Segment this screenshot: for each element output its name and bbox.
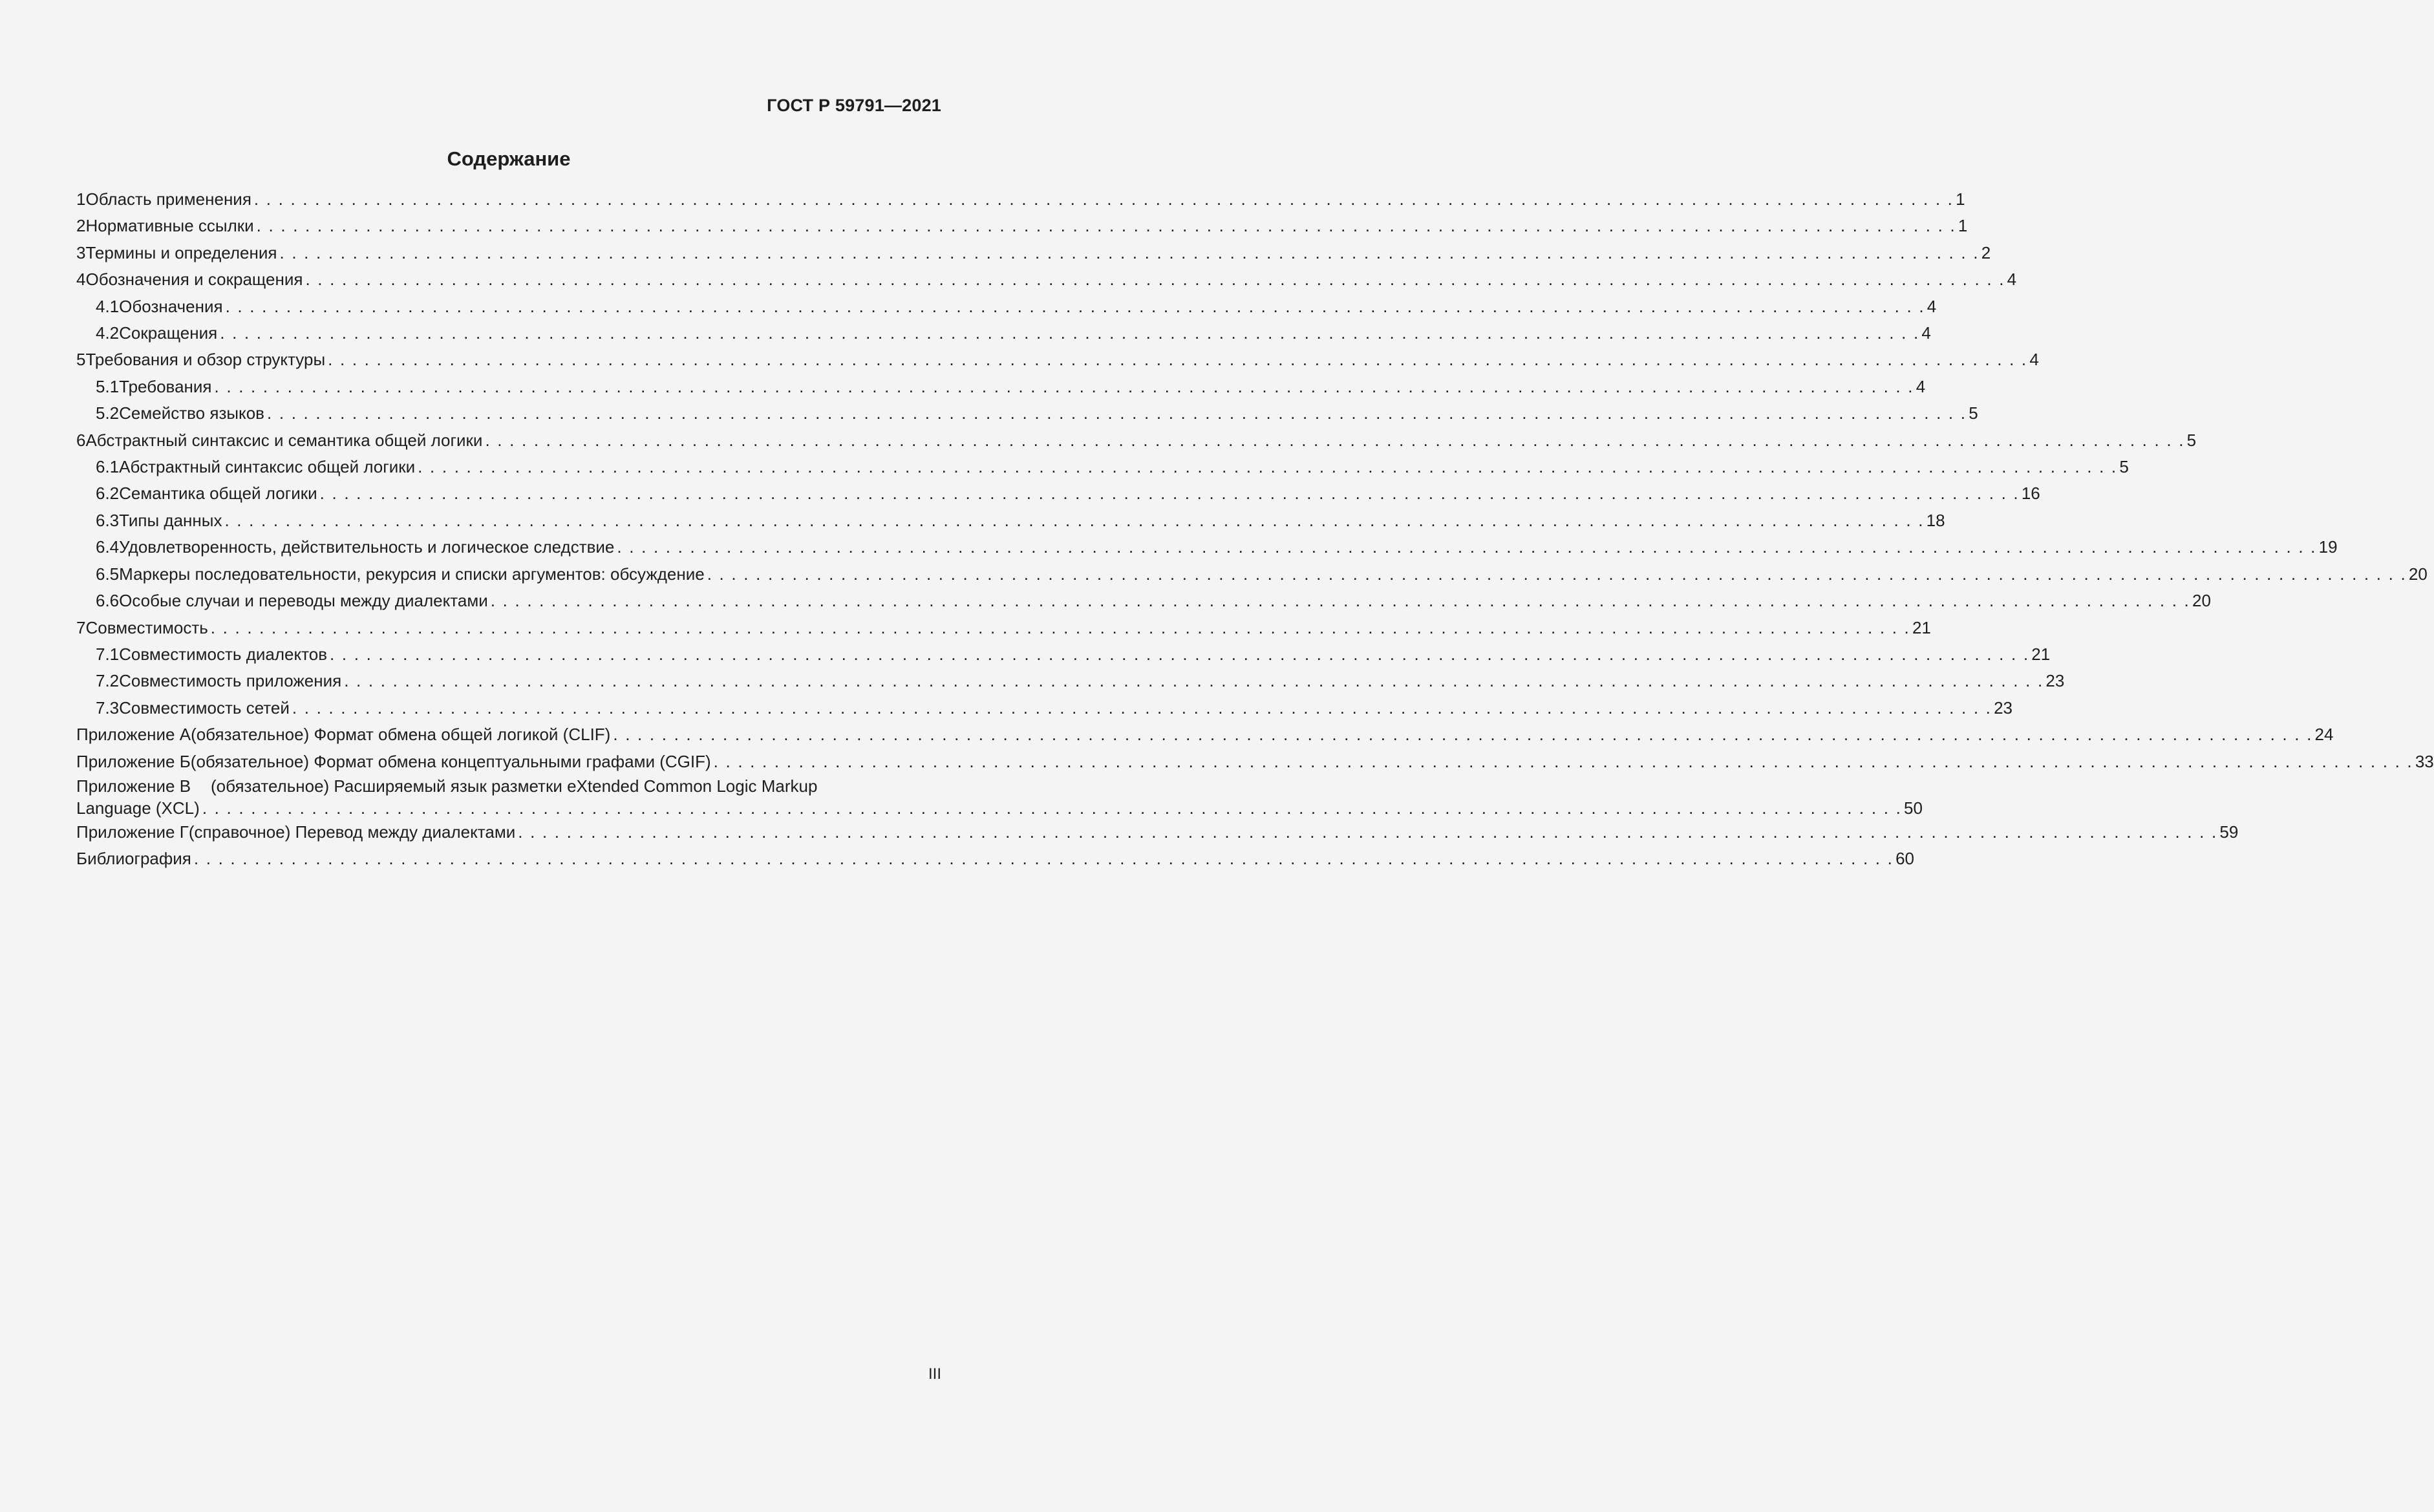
bibliography-title: Библиография [76,849,191,869]
page-number: III [928,1365,941,1383]
toc-entry-title: Семантика общей логики [119,484,317,504]
toc-entry-number: 6.3 [96,510,120,530]
toc-entry-page: 24 [2314,725,2334,745]
toc-entry-page: 4 [2007,270,2017,290]
dot-leader: . . . . . . . . . . . . . . . . . . . . . . . . . . . . . . . . . . . . . . . . . . . . . . . . . . . . . . . . . . . . . . . . . . . . . . . . . . . . . . . . . . . . . . . . . . . . . . . . . . . . . . . . . . . . . . . . . . . . . . . . . . . . . . . . . . . . . . . . . . . . [253,189,1954,209]
dot-leader: . . . . . . . . . . . . . . . . . . . . . . . . . . . . . . . . . . . . . . . . . . . . . . . . . . . . . . . . . . . . . . . . . . . . . . . . . . . . . . . . . . . . . . . . . . . . . . . . . . . . . . . . . . . . . . . . . . . . . . . . . . . . . . . . . . . . . . . . . . . . [193,849,1894,869]
toc-entry[interactable] [76,266,2017,293]
toc-entry-page: 4 [1927,296,1937,316]
toc-appendix-g[interactable] [76,819,2239,846]
appendix-label: Приложение Г [76,822,189,842]
toc-entry-number: 7.1 [96,644,120,664]
dot-leader: . . . . . . . . . . . . . . . . . . . . . . . . . . . . . . . . . . . . . . . . . . . . . . . . . . . . . . . . . . . . . . . . . . . . . . . . . . . . . . . . . . . . . . . . . . . . . . . . . . . . . . . . . . . . . . . . . . . . . . . . . . . . . . . . . . . . . . . . . . . . [224,510,1925,530]
toc-entry-page: 20 [2192,591,2211,611]
toc-entry-page: 21 [1912,617,1931,637]
dot-leader: . . . . . . . . . . . . . . . . . . . . . . . . . . . . . . . . . . . . . . . . . . . . . . . . . . . . . . . . . . . . . . . . . . . . . . . . . . . . . . . . . . . . . . . . . . . . . . . . . . . . . . . . . . . . . . . . . . . . . . . . . . . . . . . . . . . . . . . . . . . . [220,323,1920,343]
toc-entry-number: 7 [76,617,86,637]
toc-entry-title: Семейство языков [119,403,264,423]
toc-subentry[interactable] [76,641,2051,668]
dot-leader: . . . . . . . . . . . . . . . . . . . . . . . . . . . . . . . . . . . . . . . . . . . . . . . . . . . . . . . . . . . . . . . . . . . . . . . . . . . . . . . . . . . . . . . . . . . . . . . . . . . . . . . . . . . . . . . . . . . . . . . . . . . . . . . . . . . . . . . . . . . . [713,751,2413,771]
dot-leader: . . . . . . . . . . . . . . . . . . . . . . . . . . . . . . . . . . . . . . . . . . . . . . . . . . . . . . . . . . . . . . . . . . . . . . . . . . . . . . . . . . . . . . . . . . . . . . . . . . . . . . . . . . . . . . . . . . . . . . . . . . . . . . . . . . . . . . . . . . . . [214,376,1914,396]
toc-entry-title: Требования [119,376,212,396]
dot-leader: . . . . . . . . . . . . . . . . . . . . . . . . . . . . . . . . . . . . . . . . . . . . . . . . . . . . . . . . . . . . . . . . . . . . . . . . . . . . . . . . . . . . . . . . . . . . . . . . . . . . . . . . . . . . . . . . . . . . . . . . . . . . . . . . . . . . . . . . . . . . [210,617,1910,637]
toc-entry-page: 21 [2031,644,2051,664]
toc-entry-page: 1 [1956,189,1965,209]
appendix-title: (справочное) Перевод между диалектами [188,822,516,842]
toc-entry-page: 23 [2045,671,2065,691]
toc-entry-page: 5 [2186,430,2197,450]
toc-entry-title: Область применения [85,189,251,209]
toc-entry-number: 5 [76,350,86,370]
toc-entry-page: 60 [1895,849,1914,869]
dot-leader: . . . . . . . . . . . . . . . . . . . . . . . . . . . . . . . . . . . . . . . . . . . . . . . . . . . . . . . . . . . . . . . . . . . . . . . . . . . . . . . . . . . . . . . . . . . . . . . . . . . . . . . . . . . . . . . . . . . . . . . . . . . . . . . . . . . . . . . . . . . . [267,403,1967,423]
toc-entry-page: 33 [2415,751,2434,771]
toc-subentry[interactable] [76,507,1945,534]
toc-entry-number: 6.5 [96,564,120,584]
toc-entry-page: 18 [1926,510,1945,530]
toc-entry-page: 4 [1916,376,1926,396]
toc-subentry[interactable] [76,454,2129,480]
toc-entry-title: Удовлетворенность, действительность и логическое следствие [119,537,615,557]
toc-entry-number: 7.2 [96,671,120,691]
toc-entry-title: Обозначения [119,296,223,316]
toc-entry-title: Нормативные ссылки [85,216,254,236]
toc-entry[interactable] [76,213,1968,239]
toc-entry-number: 5.2 [96,403,120,423]
toc-entry-page: 2 [1981,242,1991,262]
toc-entry-number: 5.1 [96,376,120,396]
toc-entry-title: Абстрактный синтаксис и семантика общей логики [85,430,483,450]
dot-leader: . . . . . . . . . . . . . . . . . . . . . . . . . . . . . . . . . . . . . . . . . . . . . . . . . . . . . . . . . . . . . . . . . . . . . . . . . . . . . . . . . . . . . . . . . . . . . . . . . . . . . . . . . . . . . . . . . . . . . . . . . . . . . . . . . . . . . . . . . . . . [202,798,1903,818]
toc-appendix-v[interactable] [76,775,1923,819]
toc-entry[interactable] [76,427,2197,454]
appendix-title: (обязательное) Формат обмена концептуальными графами (CGIF) [190,751,711,771]
toc-subentry[interactable] [76,695,2013,721]
toc-entry-title: Совместимость сетей [119,697,290,718]
toc-entry-title: Термины и определения [85,242,277,262]
toc-entry-number: 6 [76,430,86,450]
appendix-label: Приложение В [76,776,191,796]
toc-entry[interactable] [76,186,1965,213]
appendix-title: (обязательное) Формат обмена общей логикой (CLIF) [191,725,611,745]
appendix-title-line1: (обязательное) Расширяемый язык разметки eXtended Common Logic Markup [211,776,818,796]
toc-subentry[interactable] [76,374,1926,400]
appendix-label: Приложение Б [76,751,191,771]
toc-entry-title: Обозначения и сокращения [85,270,303,290]
toc-entry-number: 4.1 [96,296,120,316]
toc-entry-page: 4 [2029,350,2039,370]
toc-title: Содержание [447,147,571,170]
toc-entry[interactable] [76,240,1991,266]
dot-leader: . . . . . . . . . . . . . . . . . . . . . . . . . . . . . . . . . . . . . . . . . . . . . . . . . . . . . . . . . . . . . . . . . . . . . . . . . . . . . . . . . . . . . . . . . . . . . . . . . . . . . . . . . . . . . . . . . . . . . . . . . . . . . . . . . . . . . . . . . . . . [256,216,1956,236]
toc-entry[interactable] [76,615,1931,641]
toc-entry-page: 5 [2119,457,2129,477]
table-of-contents [76,186,2434,873]
appendix-title-line2: Language (XCL) [76,798,200,818]
toc-entry-number: 6.2 [96,484,120,504]
toc-appendix-b[interactable] [76,749,2434,775]
toc-entry-title: Совместимость диалектов [119,644,328,664]
toc-entry-title: Совместимость приложения [119,671,342,691]
toc-entry-number: 2 [76,216,86,236]
toc-entry-page: 19 [2318,537,2338,557]
toc-entry-title: Особые случаи и переводы между диалектами [119,591,488,611]
dot-leader: . . . . . . . . . . . . . . . . . . . . . . . . . . . . . . . . . . . . . . . . . . . . . . . . . . . . . . . . . . . . . . . . . . . . . . . . . . . . . . . . . . . . . . . . . . . . . . . . . . . . . . . . . . . . . . . . . . . . . . . . . . . . . . . . . . . . . . . . . . . . [305,270,2005,290]
toc-subentry[interactable] [76,320,1931,346]
toc-entry-page: 23 [1994,697,2013,718]
toc-entry-title: Сокращения [119,323,218,343]
toc-entry-page: 59 [2219,822,2239,842]
toc-entry-number: 6.4 [96,537,120,557]
toc-entry-title: Маркеры последовательности, рекурсия и списки аргументов: обсуждение [119,564,705,584]
toc-entry-title: Абстрактный синтаксис общей логики [119,457,416,477]
appendix-label: Приложение А [76,725,191,745]
toc-bibliography[interactable] [76,846,1914,872]
toc-subentry[interactable] [76,534,2338,560]
toc-entry-number: 6.1 [96,457,120,477]
document-code: ГОСТ Р 59791—2021 [767,96,941,115]
toc-entry-number: 4 [76,270,86,290]
toc-entry-number: 3 [76,242,86,262]
toc-entry-page: 5 [1969,403,1978,423]
dot-leader: . . . . . . . . . . . . . . . . . . . . . . . . . . . . . . . . . . . . . . . . . . . . . . . . . . . . . . . . . . . . . . . . . . . . . . . . . . . . . . . . . . . . . . . . . . . . . . . . . . . . . . . . . . . . . . . . . . . . . . . . . . . . . . . . . . . . . . . . . . . . [518,822,2218,842]
dot-leader: . . . . . . . . . . . . . . . . . . . . . . . . . . . . . . . . . . . . . . . . . . . . . . . . . . . . . . . . . . . . . . . . . . . . . . . . . . . . . . . . . . . . . . . . . . . . . . . . . . . . . . . . . . . . . . . . . . . . . . . . . . . . . . . . . . . . . . . . . . . . [485,430,2185,450]
toc-entry-number: 6.6 [96,591,120,611]
toc-entry-number: 7.3 [96,697,120,718]
dot-leader: . . . . . . . . . . . . . . . . . . . . . . . . . . . . . . . . . . . . . . . . . . . . . . . . . . . . . . . . . . . . . . . . . . . . . . . . . . . . . . . . . . . . . . . . . . . . . . . . . . . . . . . . . . . . . . . . . . . . . . . . . . . . . . . . . . . . . . . . . . . . [613,725,2313,745]
toc-entry-page: 16 [2021,484,2040,504]
toc-entry-title: Требования и обзор структуры [85,350,326,370]
dot-leader: . . . . . . . . . . . . . . . . . . . . . . . . . . . . . . . . . . . . . . . . . . . . . . . . . . . . . . . . . . . . . . . . . . . . . . . . . . . . . . . . . . . . . . . . . . . . . . . . . . . . . . . . . . . . . . . . . . . . . . . . . . . . . . . . . . . . . . . . . . . . [225,296,1925,316]
dot-leader: . . . . . . . . . . . . . . . . . . . . . . . . . . . . . . . . . . . . . . . . . . . . . . . . . . . . . . . . . . . . . . . . . . . . . . . . . . . . . . . . . . . . . . . . . . . . . . . . . . . . . . . . . . . . . . . . . . . . . . . . . . . . . . . . . . . . . . . . . . . . [490,591,2190,611]
dot-leader: . . . . . . . . . . . . . . . . . . . . . . . . . . . . . . . . . . . . . . . . . . . . . . . . . . . . . . . . . . . . . . . . . . . . . . . . . . . . . . . . . . . . . . . . . . . . . . . . . . . . . . . . . . . . . . . . . . . . . . . . . . . . . . . . . . . . . . . . . . . . [617,537,2317,557]
toc-entry-page: 20 [2408,564,2428,584]
toc-subentry[interactable] [76,400,1978,427]
dot-leader: . . . . . . . . . . . . . . . . . . . . . . . . . . . . . . . . . . . . . . . . . . . . . . . . . . . . . . . . . . . . . . . . . . . . . . . . . . . . . . . . . . . . . . . . . . . . . . . . . . . . . . . . . . . . . . . . . . . . . . . . . . . . . . . . . . . . . . . . . . . . [330,644,2030,664]
toc-entry-title: Типы данных [119,510,222,530]
dot-leader: . . . . . . . . . . . . . . . . . . . . . . . . . . . . . . . . . . . . . . . . . . . . . . . . . . . . . . . . . . . . . . . . . . . . . . . . . . . . . . . . . . . . . . . . . . . . . . . . . . . . . . . . . . . . . . . . . . . . . . . . . . . . . . . . . . . . . . . . . . . . [319,484,2020,504]
dot-leader: . . . . . . . . . . . . . . . . . . . . . . . . . . . . . . . . . . . . . . . . . . . . . . . . . . . . . . . . . . . . . . . . . . . . . . . . . . . . . . . . . . . . . . . . . . . . . . . . . . . . . . . . . . . . . . . . . . . . . . . . . . . . . . . . . . . . . . . . . . . . [707,564,2407,584]
toc-entry-page: 1 [1958,216,1968,236]
toc-entry-number: 1 [76,189,86,209]
toc-subentry[interactable] [76,588,2211,614]
toc-entry-number: 4.2 [96,323,120,343]
toc-subentry[interactable] [76,561,2428,588]
dot-leader: . . . . . . . . . . . . . . . . . . . . . . . . . . . . . . . . . . . . . . . . . . . . . . . . . . . . . . . . . . . . . . . . . . . . . . . . . . . . . . . . . . . . . . . . . . . . . . . . . . . . . . . . . . . . . . . . . . . . . . . . . . . . . . . . . . . . . . . . . . . . [292,697,1992,718]
toc-subentry[interactable] [76,668,2065,694]
dot-leader: . . . . . . . . . . . . . . . . . . . . . . . . . . . . . . . . . . . . . . . . . . . . . . . . . . . . . . . . . . . . . . . . . . . . . . . . . . . . . . . . . . . . . . . . . . . . . . . . . . . . . . . . . . . . . . . . . . . . . . . . . . . . . . . . . . . . . . . . . . . . [279,242,1980,262]
toc-entry-title: Совместимость [85,617,208,637]
toc-appendix-a[interactable] [76,721,2334,748]
toc-entry-page: 4 [1921,323,1931,343]
dot-leader: . . . . . . . . . . . . . . . . . . . . . . . . . . . . . . . . . . . . . . . . . . . . . . . . . . . . . . . . . . . . . . . . . . . . . . . . . . . . . . . . . . . . . . . . . . . . . . . . . . . . . . . . . . . . . . . . . . . . . . . . . . . . . . . . . . . . . . . . . . . . [328,350,2028,370]
toc-subentry[interactable] [76,293,1937,320]
toc-entry-page: 50 [1904,798,1923,818]
dot-leader: . . . . . . . . . . . . . . . . . . . . . . . . . . . . . . . . . . . . . . . . . . . . . . . . . . . . . . . . . . . . . . . . . . . . . . . . . . . . . . . . . . . . . . . . . . . . . . . . . . . . . . . . . . . . . . . . . . . . . . . . . . . . . . . . . . . . . . . . . . . . [418,457,2118,477]
dot-leader: . . . . . . . . . . . . . . . . . . . . . . . . . . . . . . . . . . . . . . . . . . . . . . . . . . . . . . . . . . . . . . . . . . . . . . . . . . . . . . . . . . . . . . . . . . . . . . . . . . . . . . . . . . . . . . . . . . . . . . . . . . . . . . . . . . . . . . . . . . . . [344,671,2044,691]
toc-subentry[interactable] [76,480,2040,507]
toc-entry[interactable] [76,346,2039,373]
